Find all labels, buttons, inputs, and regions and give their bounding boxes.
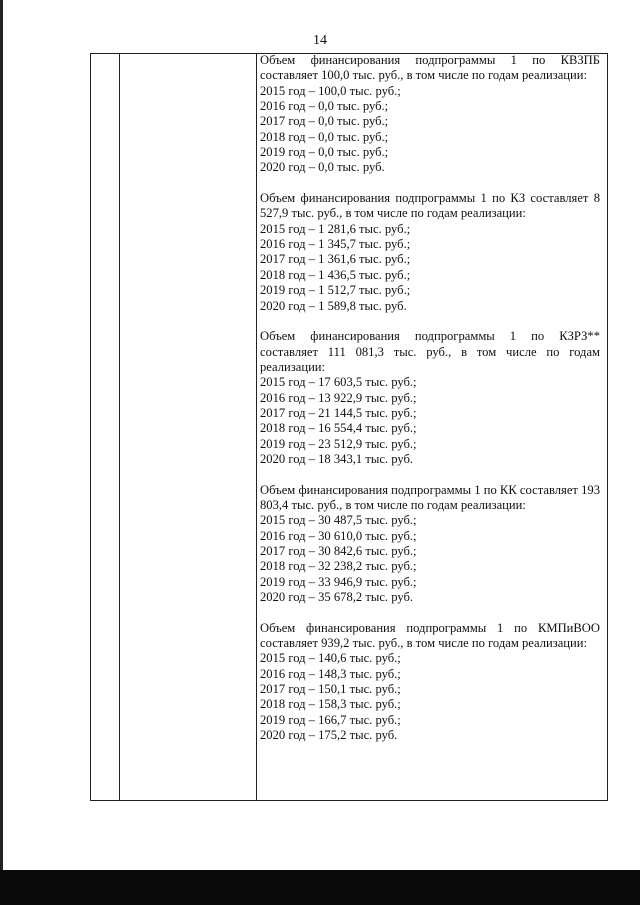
- section-intro: Объем финансирования подпрограммы 1 по КМПиВОО составляет 939,2 тыс. руб., в том числе по годам реализации:: [260, 620, 600, 651]
- section-kk: [260, 483, 600, 606]
- year-line: 2016 год – 13 922,9 тыс. руб.;: [260, 390, 417, 405]
- year-line: 2016 год – 0,0 тыс. руб.;: [260, 99, 389, 114]
- section-kvzpb: [260, 53, 600, 176]
- year-line: 2015 год – 1 281,6 тыс. руб.;: [260, 221, 411, 236]
- year-line: 2020 год – 35 678,2 тыс. руб.: [260, 590, 414, 605]
- section-intro: Объем финансирования подпрограммы 1 по КК составляет 193 803,4 тыс. руб., в том числе по годам реализации:: [260, 482, 600, 512]
- scan-bottom-bar: [0, 870, 640, 905]
- section-intro: Объем финансирования подпрограммы 1 по КВЗПБ составляет 100,0 тыс. руб., в том числе по годам реализации:: [260, 53, 600, 83]
- section-kzrz: [260, 329, 600, 467]
- section-kz: [260, 191, 600, 314]
- year-line: 2016 год – 30 610,0 тыс. руб.;: [260, 528, 417, 543]
- year-line: 2020 год – 1 589,8 тыс. руб.: [260, 298, 407, 313]
- section-kmpivoo: [260, 621, 600, 744]
- year-line: 2017 год – 30 842,6 тыс. руб.;: [260, 544, 417, 558]
- year-line: 2018 год – 1 436,5 тыс. руб.;: [260, 267, 411, 282]
- year-line: 2017 год – 0,0 тыс. руб.;: [260, 114, 389, 129]
- year-line: 2017 год – 21 144,5 тыс. руб.;: [260, 405, 417, 420]
- year-line: 2019 год – 23 512,9 тыс. руб.;: [260, 436, 417, 451]
- page-number: 14: [313, 33, 327, 48]
- year-line: 2020 год – 0,0 тыс. руб.: [260, 160, 385, 175]
- funding-table: [90, 53, 608, 801]
- year-line: 2019 год – 0,0 тыс. руб.;: [260, 145, 389, 160]
- funding-cell: [260, 53, 600, 743]
- year-line: 2019 год – 166,7 тыс. руб.;: [260, 712, 401, 727]
- year-line: 2018 год – 32 238,2 тыс. руб.;: [260, 559, 417, 574]
- year-line: 2017 год – 150,1 тыс. руб.;: [260, 682, 401, 697]
- column-divider-2: [256, 54, 257, 800]
- year-line: 2017 год – 1 361,6 тыс. руб.;: [260, 252, 411, 267]
- year-line: 2019 год – 1 512,7 тыс. руб.;: [260, 283, 411, 298]
- year-line: 2015 год – 100,0 тыс. руб.;: [260, 83, 401, 98]
- year-line: 2019 год – 33 946,9 тыс. руб.;: [260, 574, 417, 589]
- year-line: 2016 год – 148,3 тыс. руб.;: [260, 666, 401, 681]
- year-line: 2018 год – 158,3 тыс. руб.;: [260, 697, 401, 712]
- year-line: 2018 год – 16 554,4 тыс. руб.;: [260, 421, 417, 436]
- year-line: 2018 год – 0,0 тыс. руб.;: [260, 129, 389, 144]
- year-line: 2020 год – 18 343,1 тыс. руб.: [260, 451, 414, 466]
- year-line: 2016 год – 1 345,7 тыс. руб.;: [260, 237, 411, 252]
- year-line: 2015 год – 140,6 тыс. руб.;: [260, 651, 401, 666]
- section-intro: Объем финансирования подпрограммы 1 по КЗ составляет 8 527,9 тыс. руб., в том числе по годам реализации:: [260, 191, 600, 221]
- column-divider-1: [119, 54, 120, 800]
- scan-edge: [0, 0, 3, 870]
- year-line: 2020 год – 175,2 тыс. руб.: [260, 728, 398, 743]
- section-intro: Объем финансирования подпрограммы 1 по КЗРЗ** составляет 111 081,3 тыс. руб., в том числе по годам реализации:: [260, 329, 600, 374]
- year-line: 2015 год – 30 487,5 тыс. руб.;: [260, 513, 417, 528]
- year-line: 2015 год – 17 603,5 тыс. руб.;: [260, 375, 417, 390]
